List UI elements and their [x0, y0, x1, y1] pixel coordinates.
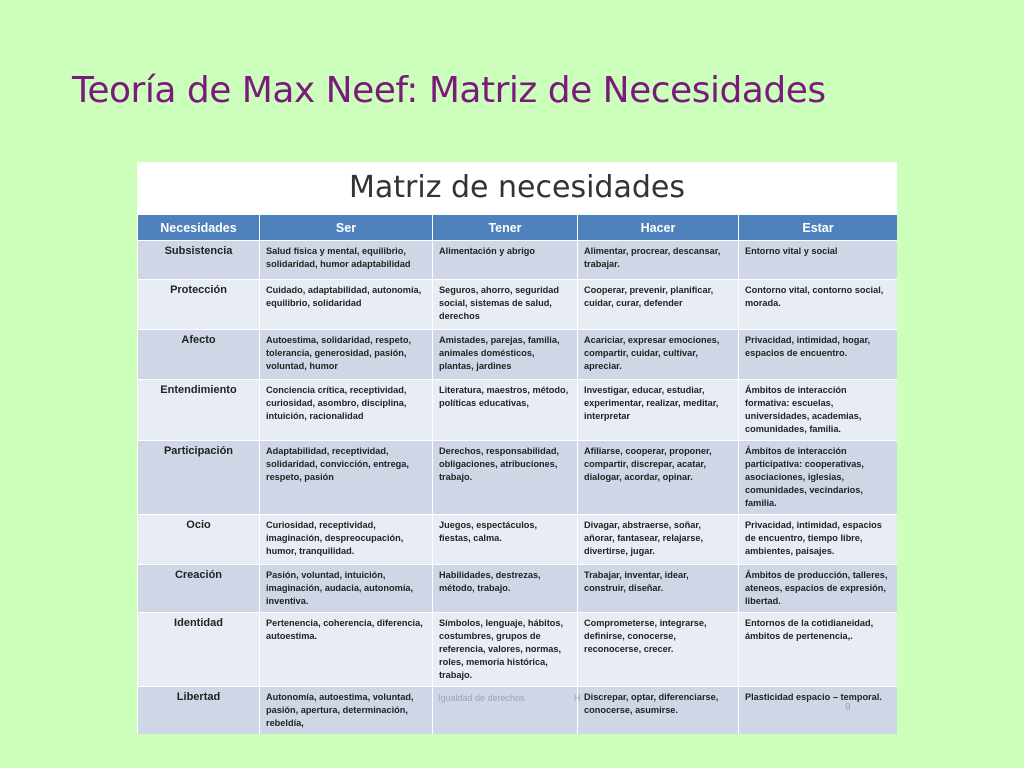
- ser-cell: Autoestima, solidaridad, respeto, tolerancia, generosidad, pasión, voluntad, humor: [260, 330, 433, 380]
- estar-cell: Ámbitos de interacción participativa: cooperativas, asociaciones, iglesias, comunidades, vecindarios, familia.: [739, 441, 898, 515]
- column-header: Ser: [260, 215, 433, 241]
- need-cell: Subsistencia: [138, 241, 260, 280]
- hacer-cell: Divagar, abstraerse, soñar, añorar, fantasear, relajarse, divertirse, jugar.: [578, 515, 739, 565]
- matrix-heading: Matriz de necesidades: [349, 170, 685, 205]
- need-cell: Identidad: [138, 613, 260, 687]
- column-header: Hacer: [578, 215, 739, 241]
- tener-cell: Alimentación y abrigo: [433, 241, 578, 280]
- page-number: 9: [845, 702, 851, 713]
- hacer-cell: Afiliarse, cooperar, proponer, compartir, discrepar, acatar, dialogar, acordar, opinar.: [578, 441, 739, 515]
- ser-cell: Pertenencia, coherencia, diferencia, autoestima.: [260, 613, 433, 687]
- tener-cell: Amistades, parejas, familia, animales domésticos, plantas, jardines: [433, 330, 578, 380]
- table-row: [138, 380, 898, 441]
- hacer-cell: Trabajar, inventar, idear, construir, diseñar.: [578, 565, 739, 613]
- table-row: [138, 280, 898, 330]
- ser-cell: Autonomía, autoestima, voluntad, pasión, apertura, determinación, rebeldía,: [260, 687, 433, 735]
- column-header: Necesidades: [138, 215, 260, 241]
- estar-cell: Privacidad, intimidad, hogar, espacios de encuentro.: [739, 330, 898, 380]
- ser-cell: Curiosidad, receptividad, imaginación, despreocupación, humor, tranquilidad.: [260, 515, 433, 565]
- hacer-cell: Discrepar, optar, diferenciarse, conocerse, asumirse.: [578, 687, 739, 735]
- tener-cell: Símbolos, lenguaje, hábitos, costumbres, grupos de referencia, valores, normas, roles, memoria histórica, trabajo.: [433, 613, 578, 687]
- need-cell: Entendimiento: [138, 380, 260, 441]
- table-row: [138, 565, 898, 613]
- hacer-cell: Acariciar, expresar emociones, compartir, cuidar, cultivar, apreciar.: [578, 330, 739, 380]
- tener-cell: Derechos, responsabilidad, obligaciones, atribuciones, trabajo.: [433, 441, 578, 515]
- need-cell: Libertad: [138, 687, 260, 735]
- ser-cell: Pasión, voluntad, intuición, imaginación, audacia, autonomía, inventiva.: [260, 565, 433, 613]
- slide-title: Teoría de Max Neef: Matriz de Necesidades: [72, 70, 826, 111]
- ser-cell: Cuidado, adaptabilidad, autonomía, equilibrio, solidaridad: [260, 280, 433, 330]
- table-row: [138, 515, 898, 565]
- tener-cell: Literatura, maestros, método, políticas educativas,: [433, 380, 578, 441]
- estar-cell: Ámbitos de producción, talleres, ateneos, espacios de expresión, libertad.: [739, 565, 898, 613]
- hacer-cell: Comprometerse, integrarse, definirse, conocerse, reconocerse, crecer.: [578, 613, 739, 687]
- overlay-text: H: [574, 693, 581, 703]
- estar-cell: Plasticidad espacio – temporal.: [739, 687, 898, 735]
- estar-cell: Entorno vital y social: [739, 241, 898, 280]
- need-cell: Ocio: [138, 515, 260, 565]
- hacer-cell: Investigar, educar, estudiar, experimentar, realizar, meditar, interpretar: [578, 380, 739, 441]
- table-row: [138, 613, 898, 687]
- table-row: [138, 441, 898, 515]
- column-header: Estar: [739, 215, 898, 241]
- table-row: [138, 241, 898, 280]
- tener-cell: Seguros, ahorro, seguridad social, sistemas de salud, derechos: [433, 280, 578, 330]
- estar-cell: Ámbitos de interacción formativa: escuelas, universidades, academias, comunidades, familia.: [739, 380, 898, 441]
- needs-matrix-image: [137, 162, 897, 734]
- hacer-cell: Alimentar, procrear, descansar, trabajar.: [578, 241, 739, 280]
- ser-cell: Conciencia crítica, receptividad, curiosidad, asombro, disciplina, intuición, racionalidad: [260, 380, 433, 441]
- ser-cell: Adaptabilidad, receptividad, solidaridad, convicción, entrega, respeto, pasión: [260, 441, 433, 515]
- tener-cell: Juegos, espectáculos, fiestas, calma.: [433, 515, 578, 565]
- overlay-text: Igualdad de derechos: [438, 693, 525, 703]
- estar-cell: Contorno vital, contorno social, morada.: [739, 280, 898, 330]
- tener-cell: Habilidades, destrezas, método, trabajo.: [433, 565, 578, 613]
- estar-cell: Privacidad, intimidad, espacios de encuentro, tiempo libre, ambientes, paisajes.: [739, 515, 898, 565]
- column-header: Tener: [433, 215, 578, 241]
- need-cell: Afecto: [138, 330, 260, 380]
- need-cell: Creación: [138, 565, 260, 613]
- need-cell: Participación: [138, 441, 260, 515]
- hacer-cell: Cooperar, prevenir, planificar, cuidar, curar, defender: [578, 280, 739, 330]
- estar-cell: Entornos de la cotidianeidad, ámbitos de pertenencia,.: [739, 613, 898, 687]
- need-cell: Protección: [138, 280, 260, 330]
- table-row: [138, 330, 898, 380]
- needs-matrix-table: [137, 214, 897, 734]
- ser-cell: Salud física y mental, equilibrio, solidaridad, humor adaptabilidad: [260, 241, 433, 280]
- table-header-row: [138, 215, 898, 241]
